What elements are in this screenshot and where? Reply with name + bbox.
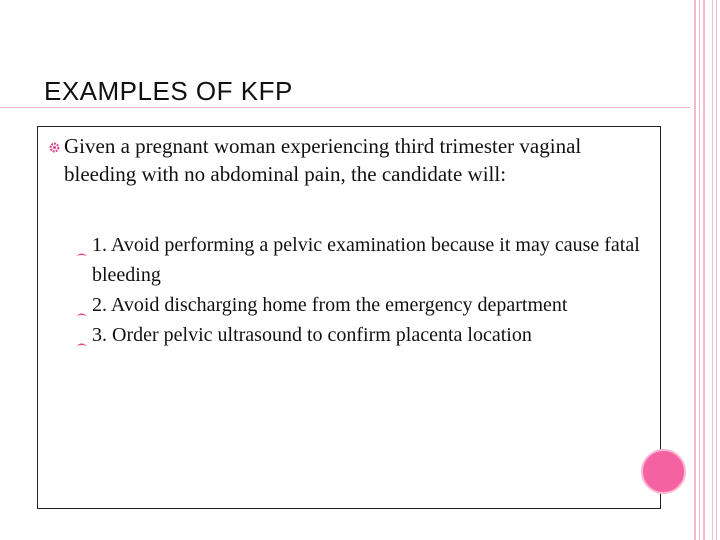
list-item [76, 290, 656, 320]
decorative-line [699, 0, 700, 540]
sub-bullet-text: 3. Order pelvic ultrasound to confirm placenta location [92, 324, 532, 346]
decorative-line [694, 0, 696, 540]
sub-bullet-text: 2. Avoid discharging home from the emergency department [92, 294, 568, 316]
sub-bullet-text: 1. Avoid performing a pelvic examination because it may cause fatal bleeding [92, 234, 640, 286]
slide-title: EXAMPLES OF KFP [44, 76, 293, 106]
gear-bullet-icon [49, 140, 60, 158]
arrow-bullet-icon [76, 240, 88, 270]
decorative-circle [641, 449, 686, 494]
decorative-line [703, 0, 705, 540]
decorative-line [716, 0, 717, 540]
decorative-line [712, 0, 713, 540]
arrow-bullet-icon [76, 330, 88, 360]
main-bullet-text: Given a pregnant woman experiencing third trimester vaginal bleeding with no abdominal pain, the candidate will: [64, 134, 582, 186]
title-divider [0, 107, 690, 108]
sub-bullet-list [76, 230, 656, 350]
list-item [76, 230, 656, 290]
list-item [76, 320, 656, 350]
